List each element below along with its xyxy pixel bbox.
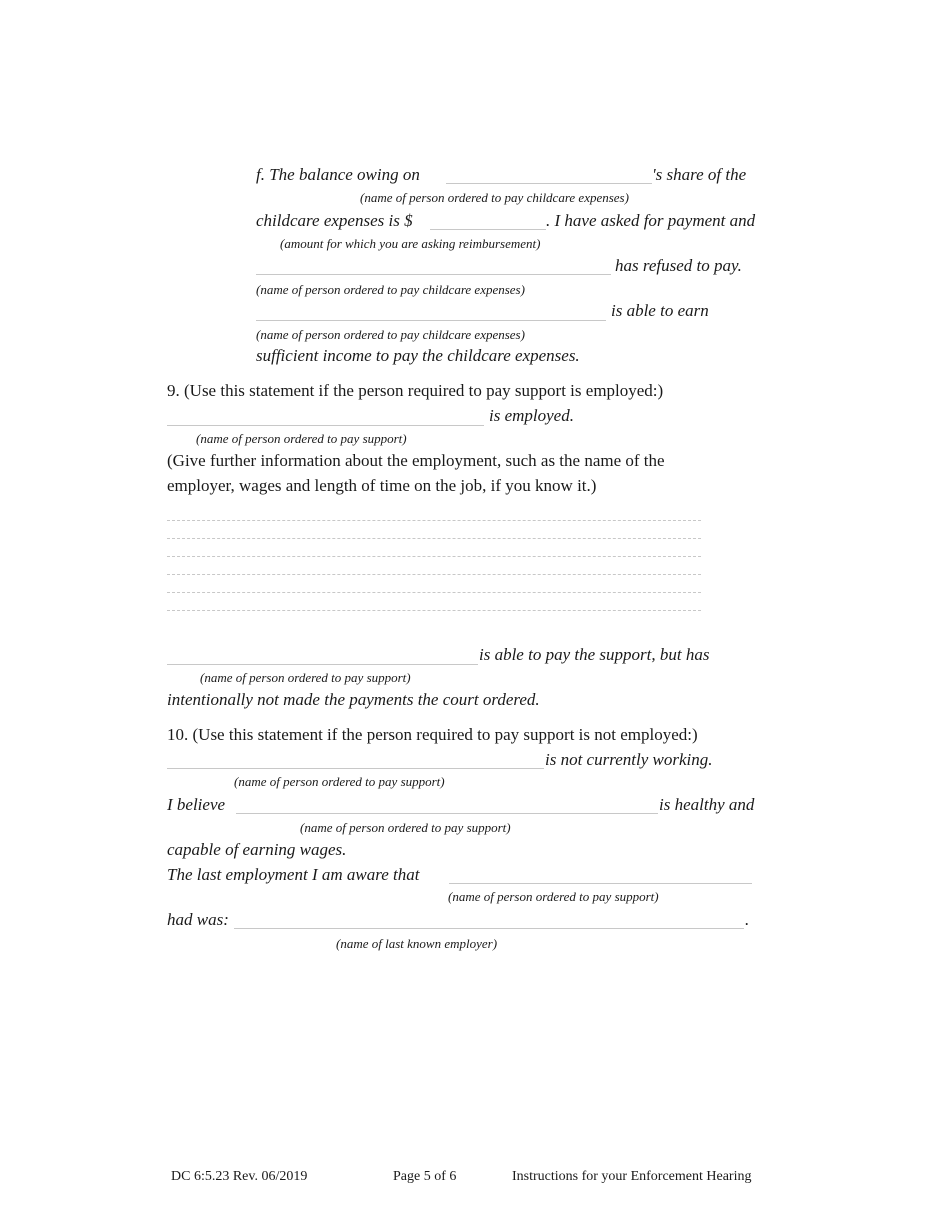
item9-intent-line: intentionally not made the payments the court ordered. xyxy=(167,690,540,709)
caption-believe: (name of person ordered to pay support) xyxy=(300,820,511,835)
item-f-line1-prefix: f. The balance owing on xyxy=(256,165,420,184)
item10-heading: 10. (Use this statement if the person required to pay support is not employed:) xyxy=(167,725,698,744)
footer-page-number: Page 5 of 6 xyxy=(393,1169,457,1184)
caption-last-employer: (name of last known employer) xyxy=(336,936,498,951)
item-f-line3-suffix: has refused to pay. xyxy=(615,256,742,275)
item10-believe-suffix: is healthy and xyxy=(659,795,755,814)
employment-info-line-4[interactable] xyxy=(167,574,701,575)
healthy-person-name-field[interactable] xyxy=(236,813,658,814)
item9-info-line1: (Give further information about the employment, such as the name of the xyxy=(167,451,665,470)
employment-info-line-6[interactable] xyxy=(167,610,701,611)
employed-person-name-field[interactable] xyxy=(167,425,484,426)
item10-believe-prefix: I believe xyxy=(167,795,226,814)
able-to-earn-name-field[interactable] xyxy=(256,320,606,321)
childcare-payer-name-field[interactable] xyxy=(446,183,652,184)
item-f-line2-suffix: . I have asked for payment and xyxy=(546,211,756,230)
item-f-line4-suffix: is able to earn xyxy=(611,301,709,320)
employment-info-line-5[interactable] xyxy=(167,592,701,593)
item10-had-was-suffix: . xyxy=(745,910,750,929)
caption-childcare-payer-2: (name of person ordered to pay childcare expenses) xyxy=(256,282,525,297)
caption-not-working: (name of person ordered to pay support) xyxy=(234,774,445,789)
item9-able-suffix: is able to pay the support, but has xyxy=(479,645,710,664)
caption-able-to-pay: (name of person ordered to pay support) xyxy=(200,670,411,685)
able-to-pay-name-field[interactable] xyxy=(167,664,478,665)
item9-heading: 9. (Use this statement if the person required to pay support is employed:) xyxy=(167,381,664,400)
item-f-line1-suffix: 's share of the xyxy=(652,165,747,184)
item-f-line2-prefix: childcare expenses is $ xyxy=(256,211,413,230)
reimbursement-amount-field[interactable] xyxy=(430,229,546,230)
caption-childcare-payer-1: (name of person ordered to pay childcare expenses) xyxy=(360,190,629,205)
last-employment-person-field[interactable] xyxy=(449,883,752,884)
item9-employed-suffix: is employed. xyxy=(489,406,574,425)
item10-not-working-suffix: is not currently working. xyxy=(545,750,713,769)
item9-info-line2: employer, wages and length of time on the job, if you know it.) xyxy=(167,476,597,495)
employment-info-line-3[interactable] xyxy=(167,556,701,557)
employment-info-line-1[interactable] xyxy=(167,520,701,521)
caption-reimbursement-amount: (amount for which you are asking reimbursement) xyxy=(280,236,541,251)
caption-last-employment: (name of person ordered to pay support) xyxy=(448,889,659,904)
employment-info-line-2[interactable] xyxy=(167,538,701,539)
item10-capable-line: capable of earning wages. xyxy=(167,840,347,859)
footer-title: Instructions for your Enforcement Hearing xyxy=(512,1169,752,1184)
footer-form-number: DC 6:5.23 Rev. 06/2019 xyxy=(171,1169,308,1184)
item-f-line5: sufficient income to pay the childcare expenses. xyxy=(256,346,580,365)
refused-payer-name-field[interactable] xyxy=(256,274,611,275)
not-working-name-field[interactable] xyxy=(167,768,544,769)
caption-childcare-payer-3: (name of person ordered to pay childcare expenses) xyxy=(256,327,525,342)
last-employer-field[interactable] xyxy=(234,928,744,929)
caption-employed-person: (name of person ordered to pay support) xyxy=(196,431,407,446)
item10-last-employment-prefix: The last employment I am aware that xyxy=(167,865,420,884)
item10-had-was-prefix: had was: xyxy=(167,910,229,929)
